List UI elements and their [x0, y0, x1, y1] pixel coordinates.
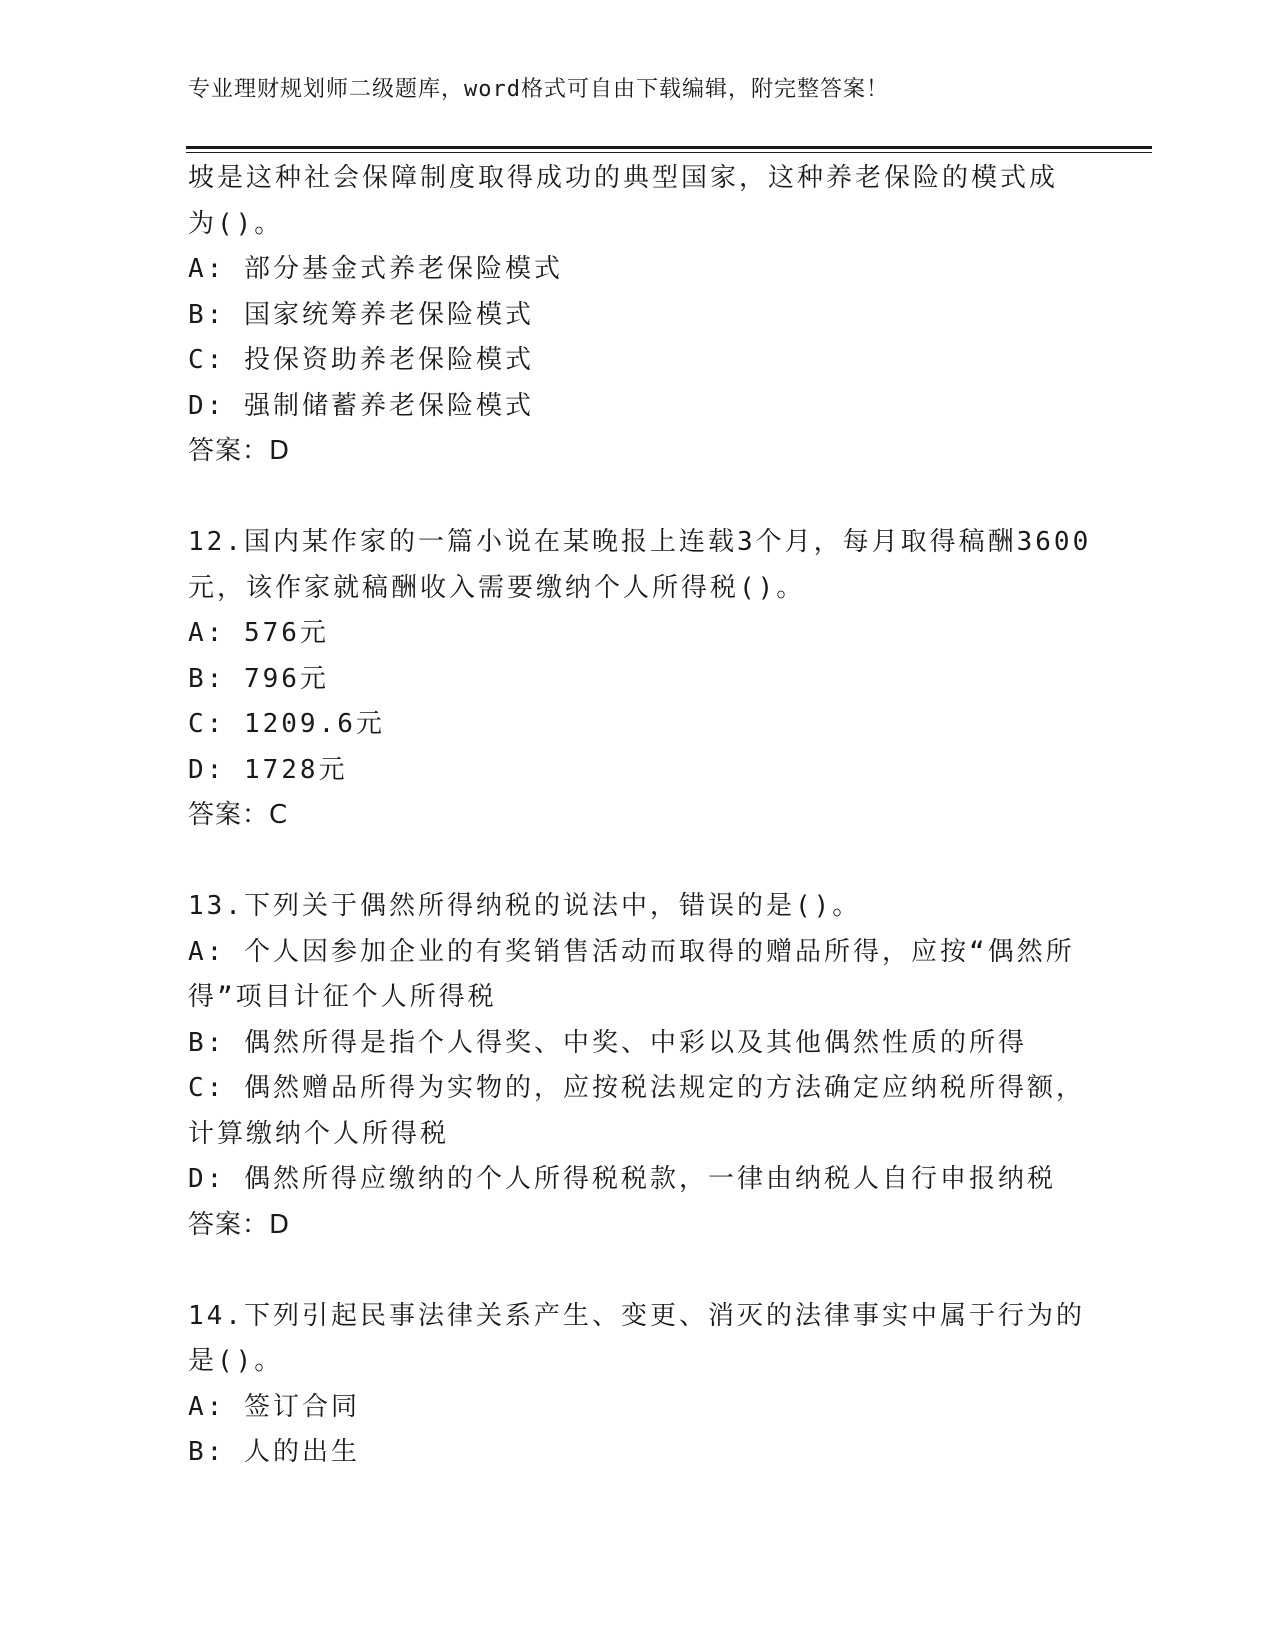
question-14: [188, 1294, 1148, 1476]
question-12: [188, 520, 1148, 839]
page-header: 专业理财规划师二级题库，word格式可自由下载编辑，附完整答案！: [188, 77, 889, 102]
option-c: C: 投保资助养老保险模式: [188, 345, 534, 375]
option-d: D: 强制储蓄养老保险模式: [188, 390, 534, 421]
option-c: C: 偶然赠品所得为实物的，应按税法规定的方法确定应纳税所得额，: [188, 1073, 1085, 1103]
option-a: A: 个人因参加企业的有奖销售活动而取得的赠品所得，应按“偶然所: [188, 936, 1075, 967]
question-13: [188, 884, 1148, 1248]
option-b: B: 偶然所得是指个人得奖、中奖、中彩以及其他偶然性质的所得: [188, 1027, 1027, 1058]
header-rule-thick: [186, 146, 1152, 149]
question-list: [188, 156, 1148, 1476]
header-rule-thin: [186, 152, 1152, 153]
spacer: [188, 475, 1148, 521]
question-stem-line: 14.下列引起民事法律关系产生、变更、消灭的法律事实中属于行为的: [188, 1300, 1085, 1331]
option-a: A: 部分基金式养老保险模式: [188, 254, 563, 284]
option-a: A: 签订合同: [188, 1391, 360, 1422]
option-b: B: 人的出生: [188, 1437, 360, 1467]
option-d: D: 1728元: [188, 754, 348, 785]
question-11: [188, 156, 1148, 475]
option-b: B: 国家统筹养老保险模式: [188, 299, 534, 330]
option-b: B: 796元: [188, 663, 329, 694]
option-c: C: 1209.6元: [188, 709, 385, 739]
option-a: A: 576元: [188, 618, 329, 648]
question-stem-line: 12.国内某作家的一篇小说在某晚报上连载3个月，每月取得稿酬3600: [188, 527, 1092, 557]
question-stem-line: 元，该作家就稿酬收入需要缴纳个人所得税()。: [188, 572, 806, 603]
answer: 答案：D: [188, 436, 291, 466]
question-stem-line: 是()。: [188, 1346, 284, 1376]
option-a-continued: 得”项目计征个人所得税: [188, 982, 497, 1012]
spacer: [188, 1248, 1148, 1294]
answer: 答案：D: [188, 1209, 291, 1240]
question-stem-line: 为()。: [188, 208, 284, 239]
option-d: D: 偶然所得应缴纳的个人所得税税款，一律由纳税人自行申报纳税: [188, 1164, 1056, 1194]
answer: 答案：C: [188, 800, 289, 830]
spacer: [188, 839, 1148, 885]
question-stem-line: 坡是这种社会保障制度取得成功的典型国家，这种养老保险的模式成: [188, 163, 1059, 193]
question-stem-line: 13.下列关于偶然所得纳税的说法中，错误的是()。: [188, 891, 862, 921]
option-c-continued: 计算缴纳个人所得税: [188, 1118, 450, 1149]
